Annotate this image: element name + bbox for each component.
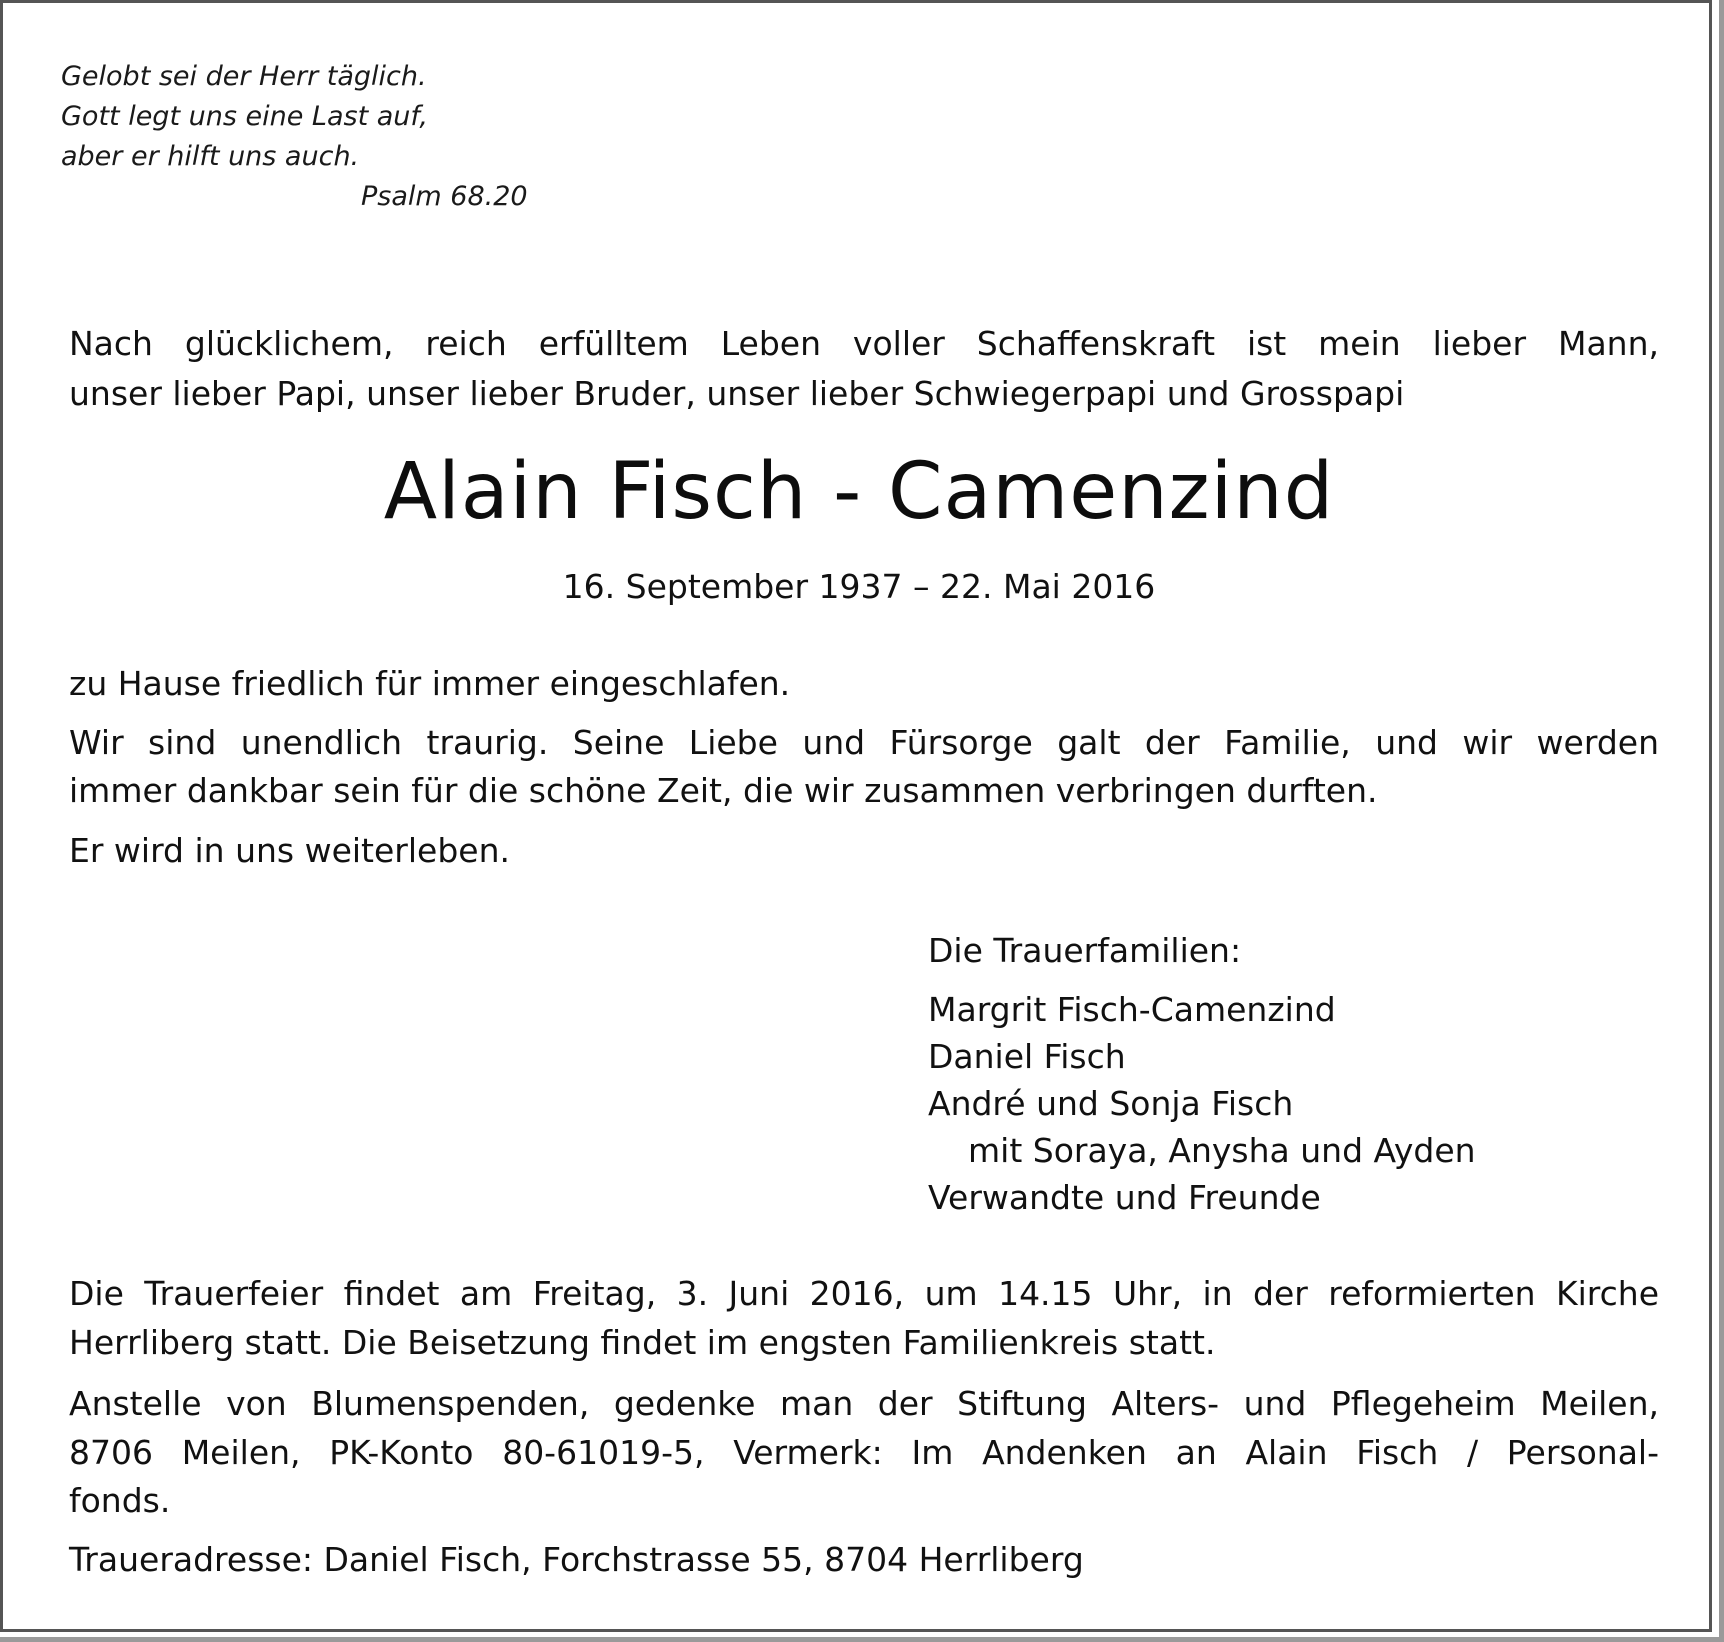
mourning-address: Traueradresse: Daniel Fisch, Forchstrasse 55, 8704 Herrliberg — [69, 1540, 1084, 1579]
intro-line-1: Nach glücklichem, reich erfülltem Leben voller Schaffenskraft ist mein lieber Mann, — [69, 324, 1659, 363]
mourners-block — [928, 927, 1476, 1221]
mourner-name: André und Sonja Fisch — [928, 1084, 1294, 1123]
mourner-name: Margrit Fisch-Camenzind — [928, 990, 1336, 1029]
tribute-line-2: immer dankbar sein für die schöne Zeit, die wir zusammen verbringen durften. — [69, 771, 1378, 810]
life-dates: 16. September 1937 – 22. Mai 2016 — [562, 567, 1156, 606]
verse-line: Gott legt uns eine Last auf, — [61, 101, 429, 132]
donation-line-3: fonds. — [69, 1481, 171, 1520]
donation-line-1: Anstelle von Blumenspenden, gedenke man der Stiftung Alters- und Pflegeheim Meilen, — [69, 1384, 1659, 1423]
tribute-line-3: Er wird in uns weiterleben. — [69, 831, 510, 870]
verse-block — [61, 57, 528, 217]
intro-line-2: unser lieber Papi, unser lieber Bruder, unser lieber Schwiegerpapi und Grosspapi — [69, 374, 1405, 413]
passing-line: zu Hause friedlich für immer eingeschlafen. — [69, 664, 791, 703]
deceased-name: Alain Fisch - Camenzind — [383, 447, 1335, 537]
donation-line-2: 8706 Meilen, PK-Konto 80-61019-5, Vermerk: Im Andenken an Alain Fisch / Personal- — [69, 1433, 1659, 1472]
verse-reference: Psalm 68.20 — [361, 181, 528, 212]
ceremony-line-2: Herrliberg statt. Die Beisetzung findet im engsten Familienkreis statt. — [69, 1323, 1216, 1362]
mourners-heading: Die Trauerfamilien: — [928, 931, 1242, 970]
verse-line: Gelobt sei der Herr täglich. — [61, 61, 427, 92]
verse-line: aber er hilft uns auch. — [61, 141, 360, 172]
mourner-name: mit Soraya, Anysha und Ayden — [968, 1131, 1476, 1170]
ceremony-line-1: Die Trauerfeier findet am Freitag, 3. Juni 2016, um 14.15 Uhr, in der reformierten Kirche — [69, 1274, 1659, 1313]
tribute-line-1: Wir sind unendlich traurig. Seine Liebe und Fürsorge galt der Familie, und wir werden — [69, 723, 1659, 762]
mourner-name: Verwandte und Freunde — [928, 1178, 1321, 1217]
mourner-name: Daniel Fisch — [928, 1037, 1126, 1076]
